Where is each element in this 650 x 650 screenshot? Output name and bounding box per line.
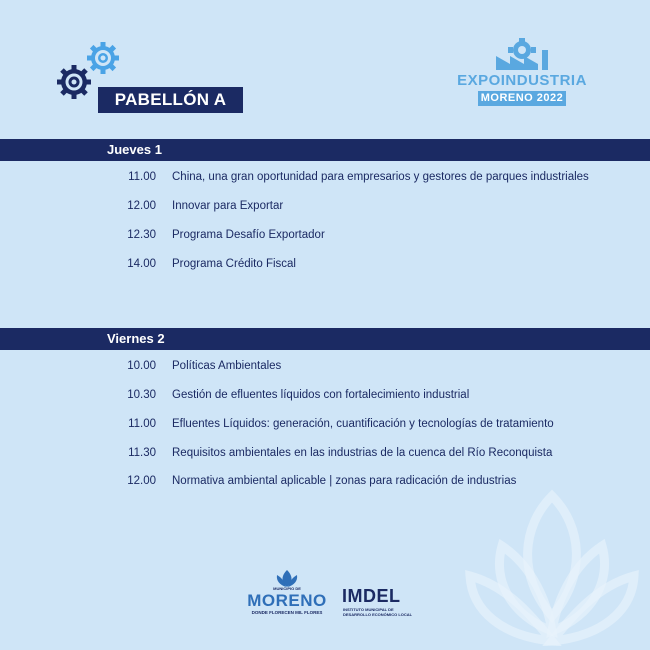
session-title: Políticas Ambientales [172,360,282,372]
expo-subtitle: MORENO 2022 [478,91,566,106]
session-title: China, una gran oportunidad para empresarios y gestores de parques industriales [172,171,589,183]
session-title: Requisitos ambientales en las industrias de la cuenca del Río Reconquista [172,447,553,459]
session-time: 12.30 [127,229,156,241]
session-time: 11.00 [128,418,156,430]
session-title: Efluentes Líquidos: generación, cuantificación y tecnologías de tratamiento [172,418,554,430]
session-time: 11.00 [128,171,156,183]
session-time: 10.30 [127,389,156,401]
schedule-row [0,225,650,245]
day-label: Viernes 2 [107,331,165,346]
session-time: 12.00 [127,475,156,487]
session-time: 14.00 [127,258,156,270]
schedule-row [0,356,650,376]
schedule-row [0,167,650,187]
schedule-row [0,196,650,216]
moreno-logo-text: MORENO [247,591,327,610]
pavilion-title: PABELLÓN A [98,87,243,113]
schedule-row [0,414,650,434]
schedule-row [0,443,650,463]
expo-title: EXPOINDUSTRIA [457,72,587,89]
moreno-label-small: MUNICIPIO DE [273,586,301,591]
session-title: Programa Desafío Exportador [172,229,325,241]
session-title: Programa Crédito Fiscal [172,258,296,270]
moreno-tagline: DONDE FLORECEN MIL FLORES [251,610,323,615]
day-label: Jueves 1 [107,142,162,157]
session-title: Normativa ambiental aplicable | zonas para radicación de industrias [172,475,517,487]
schedule-row [0,385,650,405]
day-header [0,139,650,161]
session-title: Innovar para Exportar [172,200,284,212]
session-time: 12.00 [127,200,156,212]
schedule-row [0,254,650,274]
lotus-icon [462,486,642,646]
session-title: Gestión de efluentes líquidos con fortalecimiento industrial [172,389,470,401]
imdel-tagline: INSTITUTO MUNICIPAL DE DESARROLLO ECONÓMICO LOCAL [343,607,413,617]
session-time: 11.30 [128,447,156,459]
session-time: 10.00 [127,360,156,372]
imdel-logo-text: IMDEL [342,586,401,606]
day-header [0,328,650,350]
